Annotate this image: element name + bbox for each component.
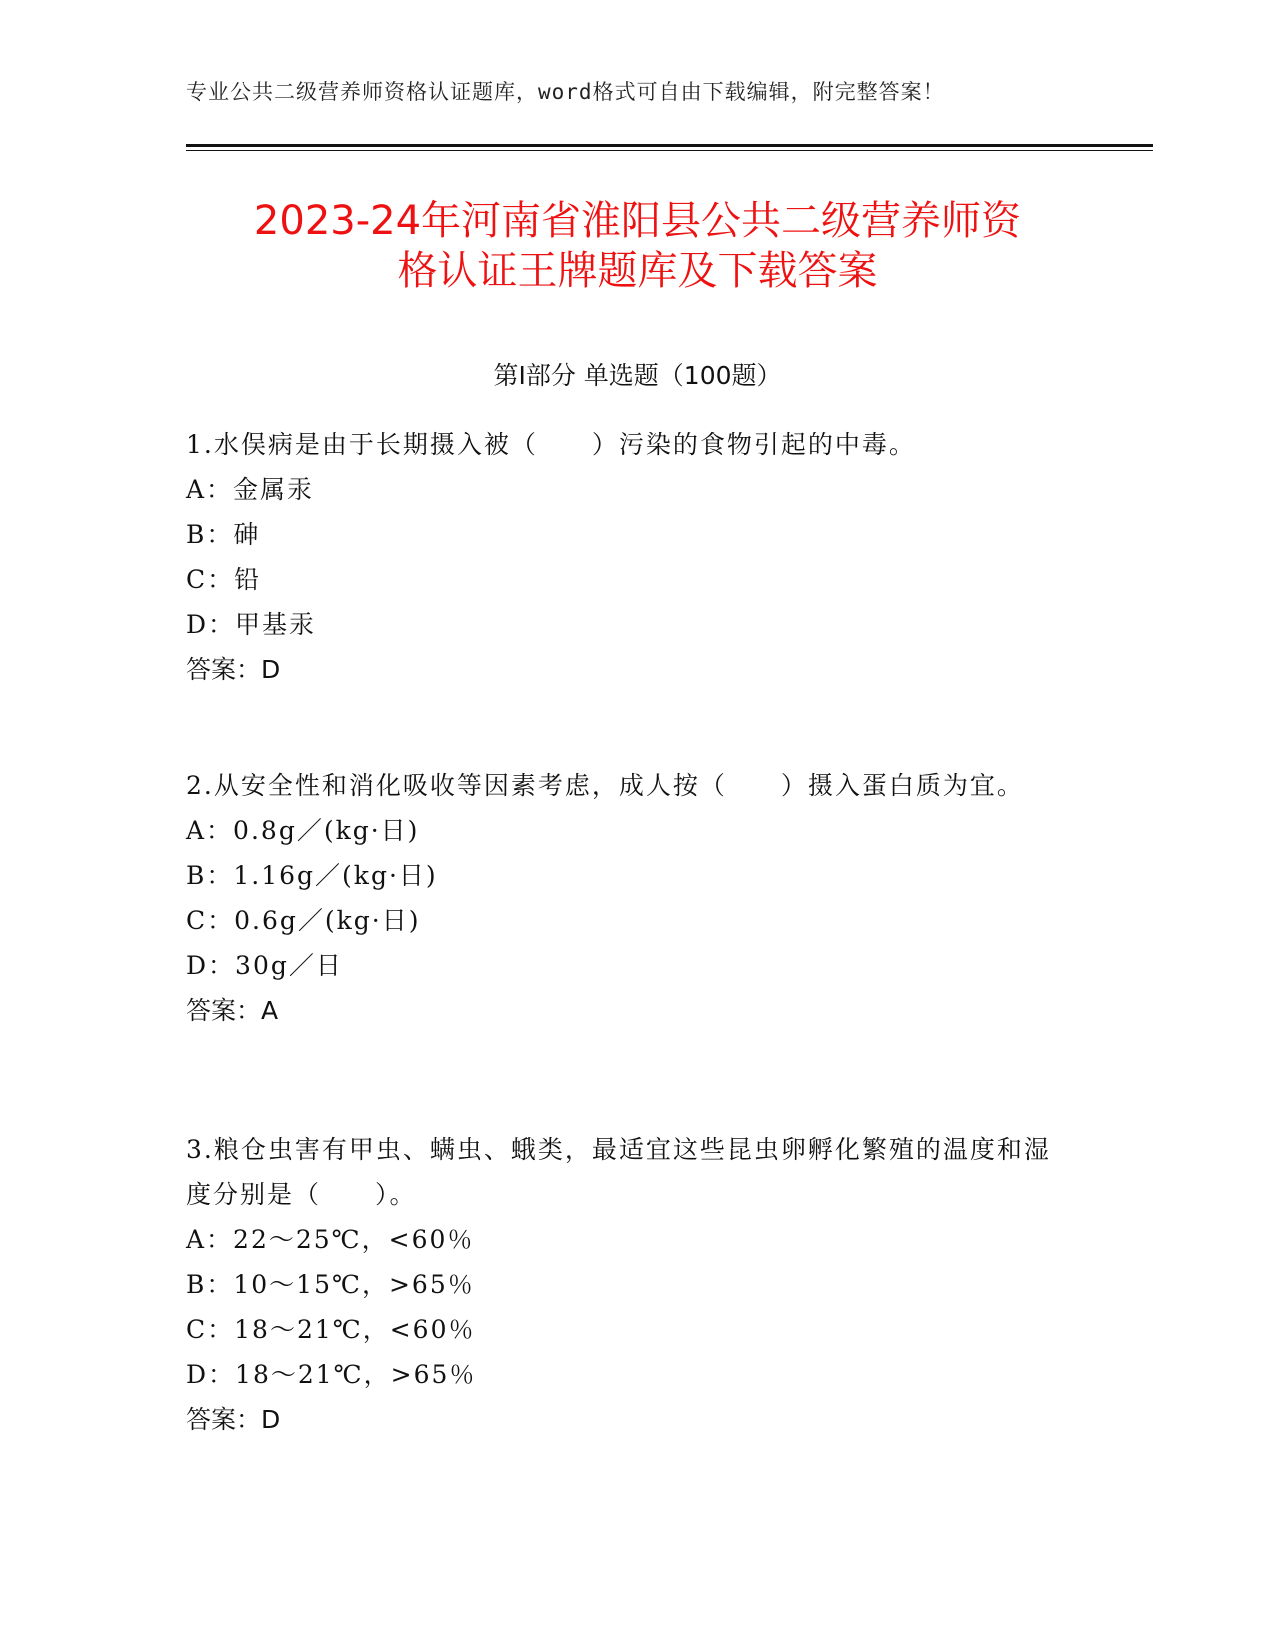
option-a: A：金属汞 <box>186 475 315 504</box>
option-d: D：30g／日 <box>186 951 343 980</box>
option-b: B：10～15℃，>65％ <box>186 1270 475 1299</box>
option-c: C：铅 <box>186 565 262 594</box>
answer-label: 答案：D <box>186 1405 281 1434</box>
question-stem: 1.水俣病是由于长期摄入被（ ）污染的食物引起的中毒。 <box>186 430 916 459</box>
header-divider-thick <box>186 144 1153 147</box>
answer-label: 答案：D <box>186 655 281 684</box>
answer-label: 答案：A <box>186 996 279 1025</box>
document-title <box>120 196 1155 296</box>
option-d: D：18～21℃，>65％ <box>186 1360 477 1389</box>
option-c: C：0.6g／(kg·日) <box>186 906 421 935</box>
question-stem: 2.从安全性和消化吸收等因素考虑，成人按（ ）摄入蛋白质为宜。 <box>186 771 1024 800</box>
option-c: C：18～21℃，<60％ <box>186 1315 476 1344</box>
section-heading: 第Ⅰ部分 单选题（100题） <box>493 361 782 390</box>
question-2 <box>186 763 1066 1033</box>
option-a: A：0.8g／(kg·日) <box>186 816 420 845</box>
question-1 <box>186 422 1066 692</box>
title-line-2: 格认证王牌题库及下载答案 <box>397 248 878 294</box>
option-b: B：砷 <box>186 520 261 549</box>
option-b: B：1.16g／(kg·日) <box>186 861 438 890</box>
question-3 <box>186 1127 1066 1442</box>
question-stem: 3.粮仓虫害有甲虫、螨虫、蛾类，最适宜这些昆虫卵孵化繁殖的温度和湿度分别是（ ）。 <box>186 1135 1051 1209</box>
header-divider-thin <box>186 150 1153 151</box>
title-line-1: 2023-24年河南省淮阳县公共二级营养师资 <box>253 198 1022 244</box>
header-note: 专业公共二级营养师资格认证题库，word格式可自由下载编辑，附完整答案！ <box>186 80 945 104</box>
option-d: D：甲基汞 <box>186 610 317 639</box>
option-a: A：22～25℃，<60％ <box>186 1225 475 1254</box>
